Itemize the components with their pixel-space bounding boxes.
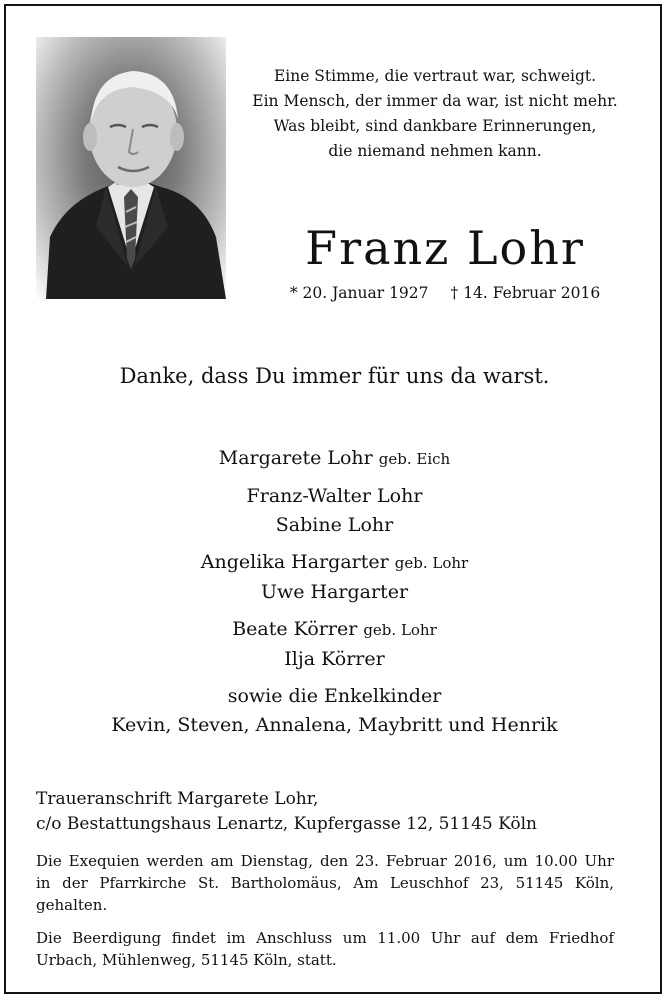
mourner-name: Sabine Lohr	[275, 514, 394, 536]
mourner-group	[0, 615, 669, 674]
address-line: Traueranschrift Margarete Lohr,	[36, 789, 319, 809]
mourner-name: Uwe Hargarter	[260, 581, 409, 603]
poem-line: Ein Mensch, der immer da war, ist nicht mehr.	[252, 92, 618, 110]
poem-line: Was bleibt, sind dankbare Erinnerungen,	[273, 117, 597, 135]
life-dates	[250, 284, 640, 302]
poem-line: Eine Stimme, die vertraut war, schweigt.	[273, 67, 597, 85]
notice-line: Die Beerdigung findet im Anschluss um 11.00 Uhr auf dem Friedhof	[36, 929, 614, 947]
deceased-name: Franz Lohr	[305, 221, 585, 275]
mourner-name: Beate Körrer	[232, 618, 358, 640]
mourning-address	[36, 787, 636, 837]
birth-date: * 20. Januar 1927	[289, 284, 429, 302]
mourner-group	[0, 548, 669, 607]
maiden-name-note: geb. Eich	[378, 450, 451, 468]
mourner-name: Margarete Lohr	[218, 447, 373, 469]
poem-line: die niemand nehmen kann.	[328, 142, 542, 160]
notice-line: gehalten.	[36, 896, 108, 914]
mourner-name: Franz-Walter Lohr	[246, 485, 423, 507]
funeral-mass-notice	[36, 850, 614, 916]
mourner-name: Ilja Körrer	[284, 648, 385, 670]
portrait-figure	[36, 37, 226, 299]
burial-notice	[36, 927, 614, 971]
thanks-line: Danke, dass Du immer für uns da warst.	[119, 364, 550, 388]
portrait-photo	[36, 37, 226, 299]
poem	[240, 64, 630, 164]
mourner-group	[0, 482, 669, 540]
mourner-group	[0, 682, 669, 740]
mourner-name: Angelika Hargarter	[200, 551, 389, 573]
mourners-list	[0, 444, 669, 748]
address-line: c/o Bestattungshaus Lenartz, Kupfergasse 12, 51145 Köln	[36, 814, 537, 834]
grandchildren-names: Kevin, Steven, Annalena, Maybritt und Henrik	[111, 714, 558, 736]
notice-line: Die Exequien werden am Dienstag, den 23. Februar 2016, um 10.00 Uhr	[36, 852, 614, 870]
mourner-group	[0, 444, 669, 474]
maiden-name-note: geb. Lohr	[363, 621, 437, 639]
maiden-name-note: geb. Lohr	[394, 554, 469, 572]
grandchildren-heading: sowie die Enkelkinder	[227, 685, 442, 707]
notice-line: in der Pfarrkirche St. Bartholomäus, Am Leuschhof 23, 51145 Köln,	[36, 874, 614, 892]
notice-line: Urbach, Mühlenweg, 51145 Köln, statt.	[36, 951, 337, 969]
death-date: † 14. Februar 2016	[450, 284, 601, 302]
